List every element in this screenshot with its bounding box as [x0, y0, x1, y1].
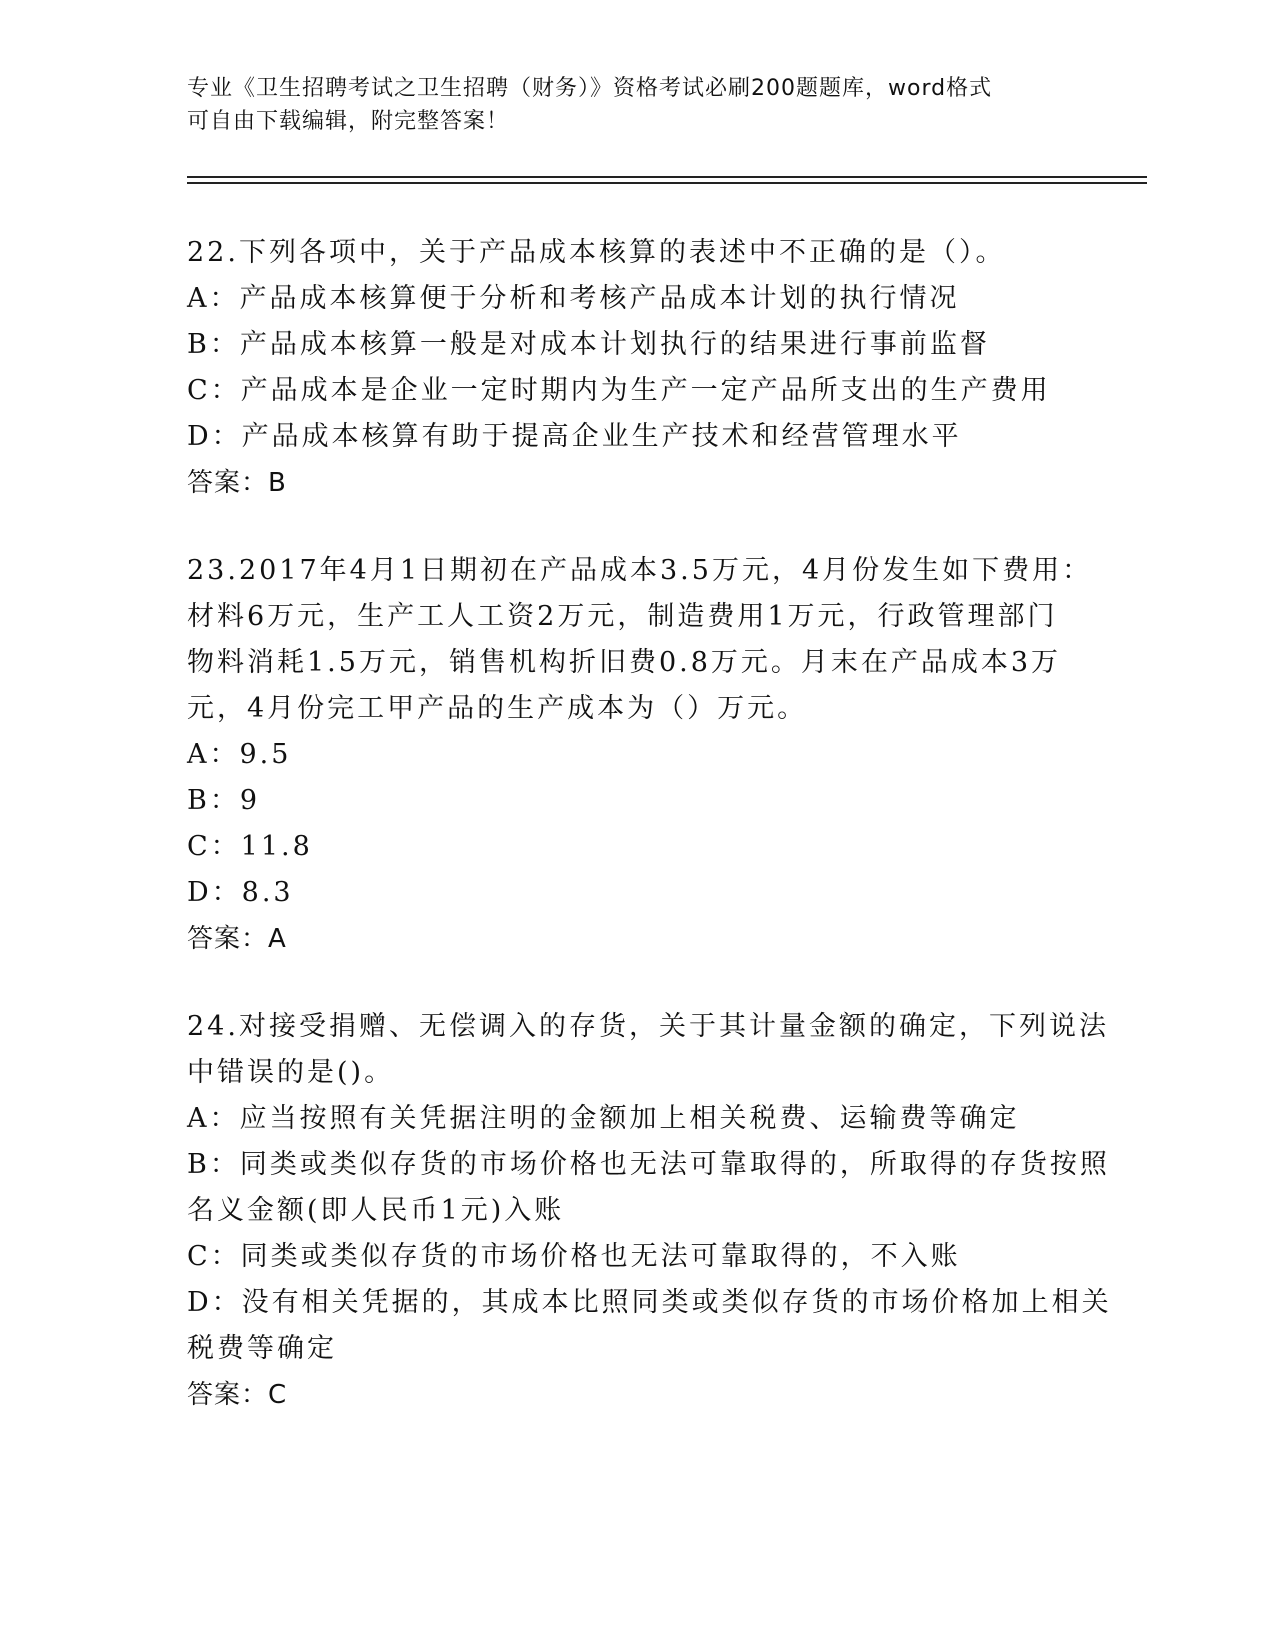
- question-stem: 22.下列各项中，关于产品成本核算的表述中不正确的是（）。: [187, 237, 1006, 268]
- header-line-1: 专业《卫生招聘考试之卫生招聘（财务）》资格考试必刷200题题库，word格式: [187, 76, 993, 101]
- answer-label: 答案：B: [187, 468, 287, 498]
- header-rule-top: [187, 176, 1147, 178]
- question-stem-line-4: 元，4月份完工甲产品的生产成本为（）万元。: [187, 693, 808, 724]
- option-d-line-2: 税费等确定: [187, 1333, 337, 1364]
- option-d-line-1: D：没有相关凭据的，其成本比照同类或类似存货的市场价格加上相关: [187, 1287, 1112, 1318]
- header-rule-bottom: [187, 182, 1147, 184]
- answer-label: 答案：A: [187, 924, 287, 954]
- option-b: B：9: [187, 785, 261, 816]
- question-stem-line-2: 材料6万元，生产工人工资2万元，制造费用1万元，行政管理部门: [187, 601, 1058, 632]
- option-b-line-1: B：同类或类似存货的市场价格也无法可靠取得的，所取得的存货按照: [187, 1149, 1110, 1180]
- option-c: C：11.8: [187, 831, 313, 862]
- document-header: [187, 72, 1067, 138]
- option-a: A：应当按照有关凭据注明的金额加上相关税费、运输费等确定: [187, 1103, 1020, 1134]
- answer-label: 答案：C: [187, 1380, 288, 1410]
- option-b: B：产品成本核算一般是对成本计划执行的结果进行事前监督: [187, 329, 990, 360]
- question-stem-line-3: 物料消耗1.5万元，销售机构折旧费0.8万元。月末在产品成本3万: [187, 647, 1062, 678]
- question-24: [187, 1004, 1112, 1418]
- option-c: C：产品成本是企业一定时期内为生产一定产品所支出的生产费用: [187, 375, 1051, 406]
- option-d: D：8.3: [187, 877, 294, 908]
- question-stem-line-1: 24.对接受捐赠、无偿调入的存货，关于其计量金额的确定，下列说法: [187, 1011, 1109, 1042]
- question-22: [187, 230, 1087, 506]
- option-c: C：同类或类似存货的市场价格也无法可靠取得的，不入账: [187, 1241, 961, 1272]
- question-stem-line-2: 中错误的是()。: [187, 1057, 395, 1088]
- option-a: A：9.5: [187, 739, 292, 770]
- option-a: A：产品成本核算便于分析和考核产品成本计划的执行情况: [187, 283, 960, 314]
- question-list: [187, 230, 1112, 1460]
- header-line-2: 可自由下载编辑，附完整答案！: [187, 109, 510, 134]
- question-23: [187, 548, 1093, 962]
- option-d: D：产品成本核算有助于提高企业生产技术和经营管理水平: [187, 421, 962, 452]
- question-stem-line-1: 23.2017年4月1日期初在产品成本3.5万元，4月份发生如下费用：: [187, 555, 1093, 586]
- option-b-line-2: 名义金额(即人民币1元)入账: [187, 1195, 565, 1226]
